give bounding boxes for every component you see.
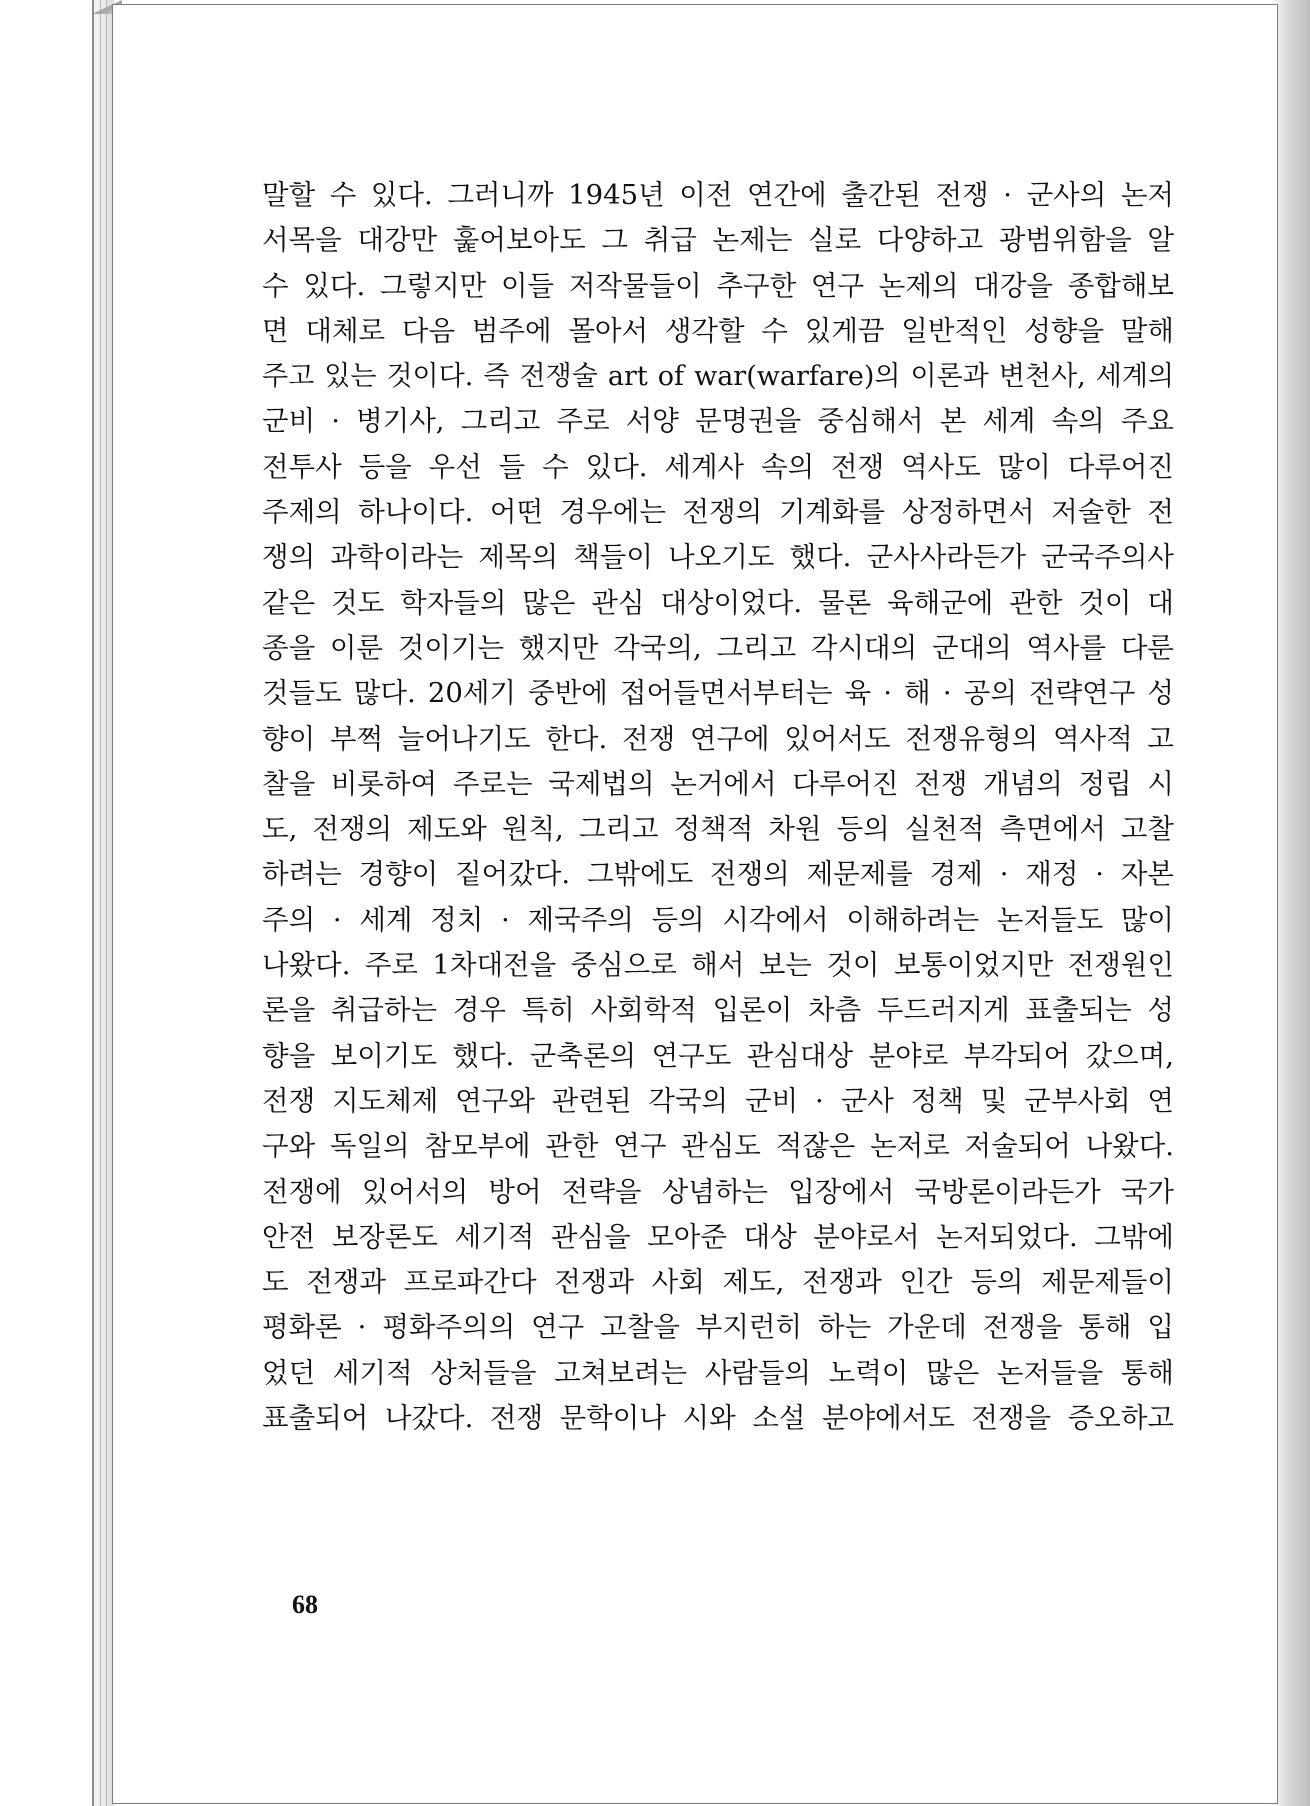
text-line: 론을 취급하는 경우 특히 사회학적 입론이 차츰 두드러지게 표출되는 성: [262, 994, 1174, 1027]
text-line: 표출되어 나갔다. 전쟁 문학이나 시와 소설 분야에서도 전쟁을 증오하고: [262, 1402, 1174, 1435]
page-stack-edge: [92, 0, 114, 1806]
text-line: 었던 세기적 상처들을 고쳐보려는 사람들의 노력이 많은 논저들을 통해: [262, 1356, 1174, 1389]
text-line: 것들도 많다. 20세기 중반에 접어들면서부터는 육 · 해 · 공의 전략연구 성: [262, 677, 1174, 710]
text-line: 찰을 비롯하여 주로는 국제법의 논거에서 다루어진 전쟁 개념의 정립 시: [262, 767, 1174, 800]
text-line: 종을 이룬 것이기는 했지만 각국의, 그리고 각시대의 군대의 역사를 다룬: [262, 631, 1174, 664]
text-line: 주의 · 세계 정치 · 제국주의 등의 시각에서 이해하려는 논저들도 많이: [262, 903, 1174, 936]
page-stack-line: [100, 0, 101, 1806]
text-line: 평화론 · 평화주의의 연구 고찰을 부지런히 하는 가운데 전쟁을 통해 입: [262, 1311, 1174, 1344]
text-line: 같은 것도 학자들의 많은 관심 대상이었다. 물론 육해군에 관한 것이 대: [262, 586, 1174, 619]
text-line: 군비 · 병기사, 그리고 주로 서양 문명권을 중심해서 본 세계 속의 주요: [262, 405, 1174, 438]
text-line: 향이 부쩍 늘어나기도 한다. 전쟁 연구에 있어서도 전쟁유형의 역사적 고: [262, 722, 1174, 755]
text-line: 면 대체로 다음 범주에 몰아서 생각할 수 있게끔 일반적인 성향을 말해: [262, 314, 1174, 347]
text-line: 서목을 대강만 훑어보아도 그 취급 논제는 실로 다양하고 광범위함을 알: [262, 224, 1174, 257]
text-line: 쟁의 과학이라는 제목의 책들이 나오기도 했다. 군사사라든가 군국주의사: [262, 541, 1174, 574]
text-line: 나왔다. 주로 1차대전을 중심으로 해서 보는 것이 보통이었지만 전쟁원인: [262, 949, 1174, 982]
text-line: 전투사 등을 우선 들 수 있다. 세계사 속의 전쟁 역사도 많이 다루어진: [262, 450, 1174, 483]
text-line: 하려는 경향이 짙어갔다. 그밖에도 전쟁의 제문제를 경제 · 재정 · 자본: [262, 858, 1174, 891]
text-line: 수 있다. 그렇지만 이들 저작물들이 추구한 연구 논제의 대강을 종합해보: [262, 269, 1174, 302]
text-line: 주제의 하나이다. 어떤 경우에는 전쟁의 기계화를 상정하면서 저술한 전: [262, 496, 1174, 529]
text-line: 도, 전쟁의 제도와 원칙, 그리고 정책적 차원 등의 실천적 측면에서 고찰: [262, 813, 1174, 846]
text-line: 전쟁에 있어서의 방어 전략을 상념하는 입장에서 국방론이라든가 국가: [262, 1175, 1174, 1208]
page-stack-line: [106, 0, 107, 1806]
text-line: 주고 있는 것이다. 즉 전쟁술 art of war(warfare)의 이론과 변천사, 세계의: [262, 361, 1174, 393]
body-text: [262, 173, 1174, 1441]
text-line: 구와 독일의 참모부에 관한 연구 관심도 적잖은 논저로 저술되어 나왔다.: [262, 1130, 1175, 1163]
text-line: 안전 보장론도 세기적 관심을 모아준 대상 분야로서 논저되었다. 그밖에: [262, 1220, 1174, 1253]
page-number: 68: [292, 1590, 318, 1619]
text-line: 말할 수 있다. 그러니까 1945년 이전 연간에 출간된 전쟁 · 군사의 논저: [262, 179, 1174, 211]
text-line: 향을 보이기도 했다. 군축론의 연구도 관심대상 분야로 부각되어 갔으며,: [262, 1039, 1174, 1072]
text-line: 전쟁 지도체제 연구와 관련된 각국의 군비 · 군사 정책 및 군부사회 연: [262, 1084, 1174, 1117]
text-line: 도 전쟁과 프로파간다 전쟁과 사회 제도, 전쟁과 인간 등의 제문제들이: [262, 1266, 1174, 1299]
